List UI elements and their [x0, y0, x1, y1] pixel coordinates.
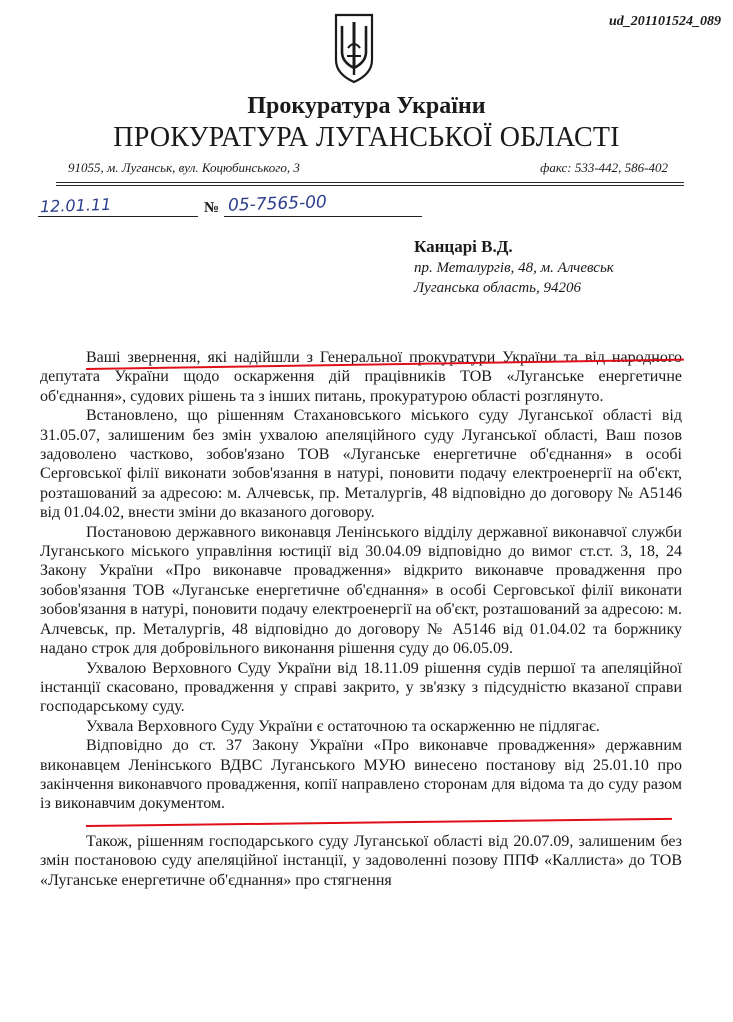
office-address: 91055, м. Луганськ, вул. Коцюбинського, 3 — [68, 160, 300, 175]
recipient-address-line2: Луганська область, 94206 — [414, 280, 581, 296]
letterhead-contacts — [68, 160, 668, 178]
number-label: № — [204, 200, 220, 216]
paragraph-commercial-court: Також, рішенням господарського суду Луганської області від 20.07.09, залишеним без змін постановою суду апеляційної інстанції, у задоволенні позову ППФ «Каллиста» до ТОВ «Луганське енергетичне об'єднання» про стягнення — [40, 832, 682, 889]
document-id: ud_201101524_089 — [608, 14, 721, 29]
paragraph-supreme-court: Ухвалою Верховного Суду України від 18.11.09 рішення судів першої та апеляційної інстанції скасовано, провадження у справі закрито, у зв'язку з підсудністю вказаної справи господарському суду. — [40, 659, 682, 716]
paragraph-enforcement: Постановою державного виконавця Ленінського відділу державної виконавчої служби Луганського міського управління юстиції від 30.04.09 відповідно до вимог ст.ст. 3, 18, 24 Закону України «Про виконавче провадження» відкрито виконавче провадження про зобов'язання ТОВ «Луганське енергетичне об'єднання» в особі Серговської філії виконати зобов'язання в натурі, поновити подачу електроенергії на об'єкт, розташований за адресою: м. Алчевськ, пр. Металургів, 48 відповідно до договору № А5146 від 01.04.02 та боржнику надано строк для добровільного виконання рішення суду до 06.05.09. — [40, 523, 682, 658]
paragraph-closure: Відповідно до ст. 37 Закону України «Про виконавче провадження» державним виконавцем Ленінського ВДВС Луганського МУЮ винесено постанову від 25.01.10 про закінчення виконавчого провадження, копії направлено сторонам для відома та до суду разом із виконавчим документом. — [40, 737, 682, 813]
trident-coat-of-arms-icon — [333, 12, 375, 84]
registration-line — [38, 192, 458, 222]
office-fax: факс: 533-442, 586-402 — [540, 160, 668, 175]
number-underline — [224, 216, 422, 217]
letter-body — [40, 348, 682, 890]
agency-title: Прокуратура України — [247, 93, 486, 119]
recipient-block — [414, 236, 714, 298]
office-title: ПРОКУРАТУРА ЛУГАНСЬКОЇ ОБЛАСТІ — [113, 122, 620, 153]
recipient-name: Канцарі В.Д. — [414, 237, 513, 256]
recipient-address-line1: пр. Металургів, 48, м. Алчевськ — [414, 260, 614, 276]
registration-number: 05-7565-00 — [227, 192, 328, 216]
registration-date: 12.01.11 — [39, 194, 112, 217]
paragraph-court-decision: Встановлено, що рішенням Стахановського міського суду Луганської області від 31.05.07, залишеним без змін ухвалою апеляційного суду Луганської області, Ваш позов задоволено частково, зобов'язано ТОВ «Луганське енергетичне об'єднання» в особі Серговської філії виконати зобов'язання в натурі, поновити подачу електроенергії на об'єкт, розташований за адресою: м. Алчевськ, пр. Металургів, 48 відповідно до договору № А5146 від 01.04.02, внести зміни до вказаного договору. — [40, 407, 682, 522]
paragraph-appeals: Ваші звернення, які надійшли з Генеральної прокуратури України та від народного депутата України щодо оскарження дій працівників ТОВ «Луганське енергетичне об'єднання», судових рішень та з інших питань, прокуратурою області розглянуто. — [40, 349, 682, 405]
letterhead-rule-top — [56, 182, 684, 183]
paragraph-final-ruling: Ухвала Верховного Суду України є остаточною та оскарженню не підлягає. — [86, 717, 600, 735]
letterhead-rule-bottom — [56, 185, 684, 186]
date-underline — [38, 216, 198, 217]
